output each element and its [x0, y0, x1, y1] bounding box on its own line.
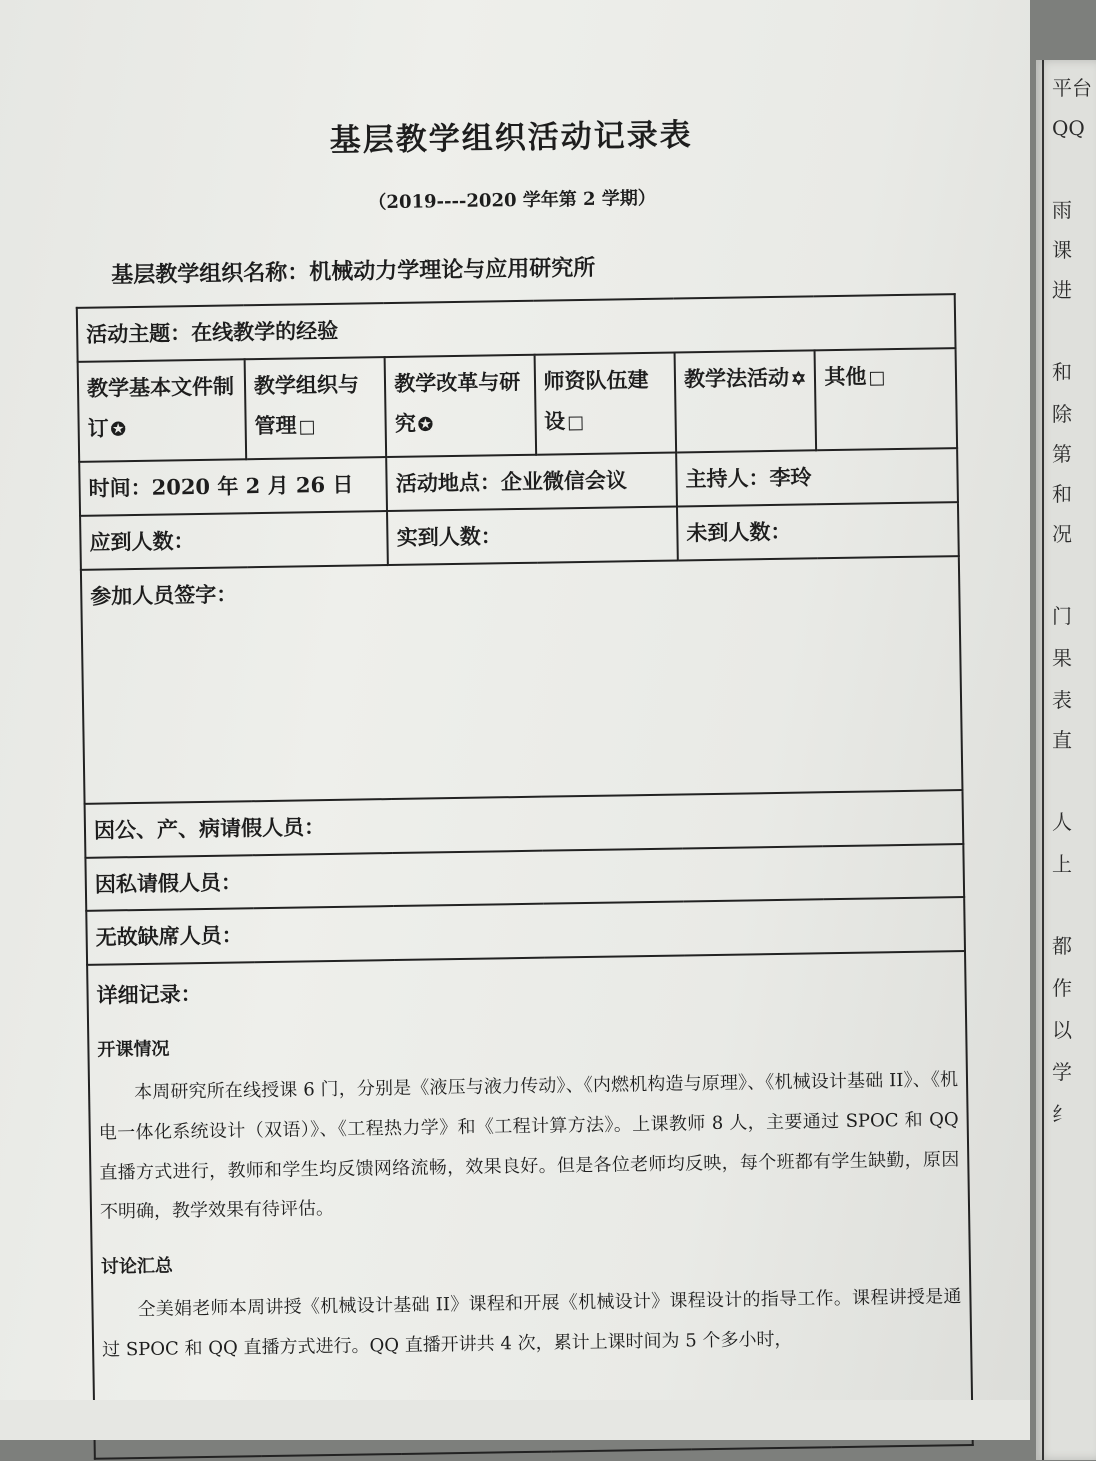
- empty-box-icon: □: [298, 415, 316, 438]
- adjacent-page-text: 作: [1052, 976, 1072, 1000]
- category-label: 教学组织与管理: [253, 371, 360, 438]
- leave-public-label: 因公、产、病请假人员：: [93, 813, 326, 843]
- adjacent-page-text: 上: [1052, 852, 1072, 876]
- page-bottom-edge: [0, 1400, 1030, 1440]
- theme-label: 活动主题：: [86, 320, 192, 347]
- organization-name: 机械动力学理论与应用研究所: [309, 254, 596, 286]
- location-value: 企业微信会议: [500, 467, 628, 495]
- time-cell: [79, 457, 387, 516]
- filled-circle-icon: ✪: [417, 414, 434, 436]
- category-other: [815, 348, 957, 450]
- section-text-courses: 本周研究所在线授课 6 门，分别是《液压与液力传动》、《内燃机构造与原理》、《机械设计基础 II》、《机电一体化系统设计（双语）》、《工程热力学》和《工程计算方法》。上课教师 8 人，主要通过 SPOC 和 QQ 直播方式进行，教师和学生均反馈网络流畅，效果良好。但是各位老师均反映，每个班都有学生缺勤，原因不明确，教学效果有待评估。: [98, 1069, 960, 1223]
- details-label: 详细记录：: [96, 981, 202, 1009]
- category-organization-management: [244, 357, 386, 459]
- adjacent-page-text: 直: [1052, 728, 1072, 752]
- category-teaching-method: [675, 350, 817, 452]
- empty-box-icon: □: [868, 367, 886, 389]
- absent-count-cell: [677, 502, 959, 560]
- category-reform-research: [385, 355, 536, 457]
- adjacent-page-text: 除: [1052, 402, 1072, 426]
- absent-count-label: 未到人数：: [686, 518, 792, 546]
- adjacent-page-text: 进: [1052, 278, 1072, 302]
- adjacent-page-text: 都: [1052, 934, 1072, 958]
- details-cell: [87, 951, 973, 1459]
- host-cell: [676, 448, 958, 506]
- category-label: 教学法活动: [683, 364, 790, 392]
- host-label: 主持人：: [685, 464, 770, 492]
- activity-record-table: [76, 293, 974, 1460]
- page-title: 基层教学组织活动记录表: [329, 117, 693, 159]
- adjacent-page-text: 第: [1052, 442, 1072, 466]
- section-heading-discussion: 讨论汇总: [100, 1255, 174, 1278]
- adjacent-page-text: 纟: [1052, 1102, 1072, 1126]
- expected-count-label: 应到人数：: [89, 527, 195, 555]
- semester-subtitle: （2019----2020 学年第 2 学期）: [368, 187, 657, 214]
- category-label: 其他: [824, 363, 867, 390]
- leave-private-label: 因私请假人员：: [94, 868, 243, 897]
- category-faculty-building: [534, 352, 676, 454]
- category-label: 教学基本文件制订: [86, 373, 235, 441]
- star-icon: ✡: [790, 368, 807, 390]
- category-label: 师资队伍建设: [543, 366, 649, 434]
- adjacent-page-border: [1042, 60, 1044, 1460]
- adjacent-page-text: 雨: [1052, 198, 1072, 222]
- signature-cell: [81, 556, 963, 804]
- section-heading-courses: 开课情况: [97, 1038, 170, 1061]
- adjacent-page-text: 人: [1052, 810, 1072, 834]
- adjacent-page-text: QQ: [1052, 116, 1085, 140]
- adjacent-page-text: 门: [1052, 604, 1072, 628]
- expected-count-cell: [80, 511, 388, 570]
- filled-circle-icon: ✪: [110, 418, 126, 441]
- adjacent-page-text: 以: [1052, 1018, 1072, 1042]
- adjacent-page-text: 表: [1052, 688, 1072, 712]
- category-label: 教学改革与研究: [394, 368, 521, 436]
- actual-count-label: 实到人数：: [396, 523, 502, 550]
- adjacent-page-text: 果: [1052, 646, 1072, 670]
- actual-count-cell: [387, 506, 678, 564]
- adjacent-page-text: 和: [1052, 360, 1072, 384]
- adjacent-page: [1036, 60, 1096, 1460]
- signature-label: 参加人员签字：: [90, 581, 238, 609]
- adjacent-page-text: 课: [1052, 238, 1072, 262]
- adjacent-page-text: 学: [1052, 1060, 1072, 1084]
- category-basic-documents: [78, 359, 246, 462]
- time-value: 2020 年 2 月 26 日: [151, 471, 354, 500]
- host-value: 李玲: [769, 464, 812, 490]
- location-label: 活动地点：: [395, 469, 502, 496]
- location-cell: [386, 452, 677, 510]
- adjacent-page-text: 和: [1052, 482, 1072, 506]
- adjacent-page-text: 平台: [1052, 76, 1092, 100]
- theme-value: 在线教学的经验: [190, 317, 339, 346]
- time-label: 时间：: [88, 474, 152, 501]
- empty-box-icon: □: [567, 411, 585, 434]
- section-text-discussion: 仝美娟老师本周讲授《机械设计基础 II》课程和开展《机械设计》课程设计的指导工作。课程讲授是通过 SPOC 和 QQ 直播方式进行。QQ 直播开讲共 4 次，累计上课时间为 5 个多小时，: [101, 1286, 962, 1361]
- absent-no-reason-label: 无故缺席人员：: [95, 922, 243, 951]
- organization-line: [111, 251, 595, 290]
- organization-label: 基层教学组织名称：: [111, 259, 310, 289]
- adjacent-page-text: 况: [1052, 522, 1072, 546]
